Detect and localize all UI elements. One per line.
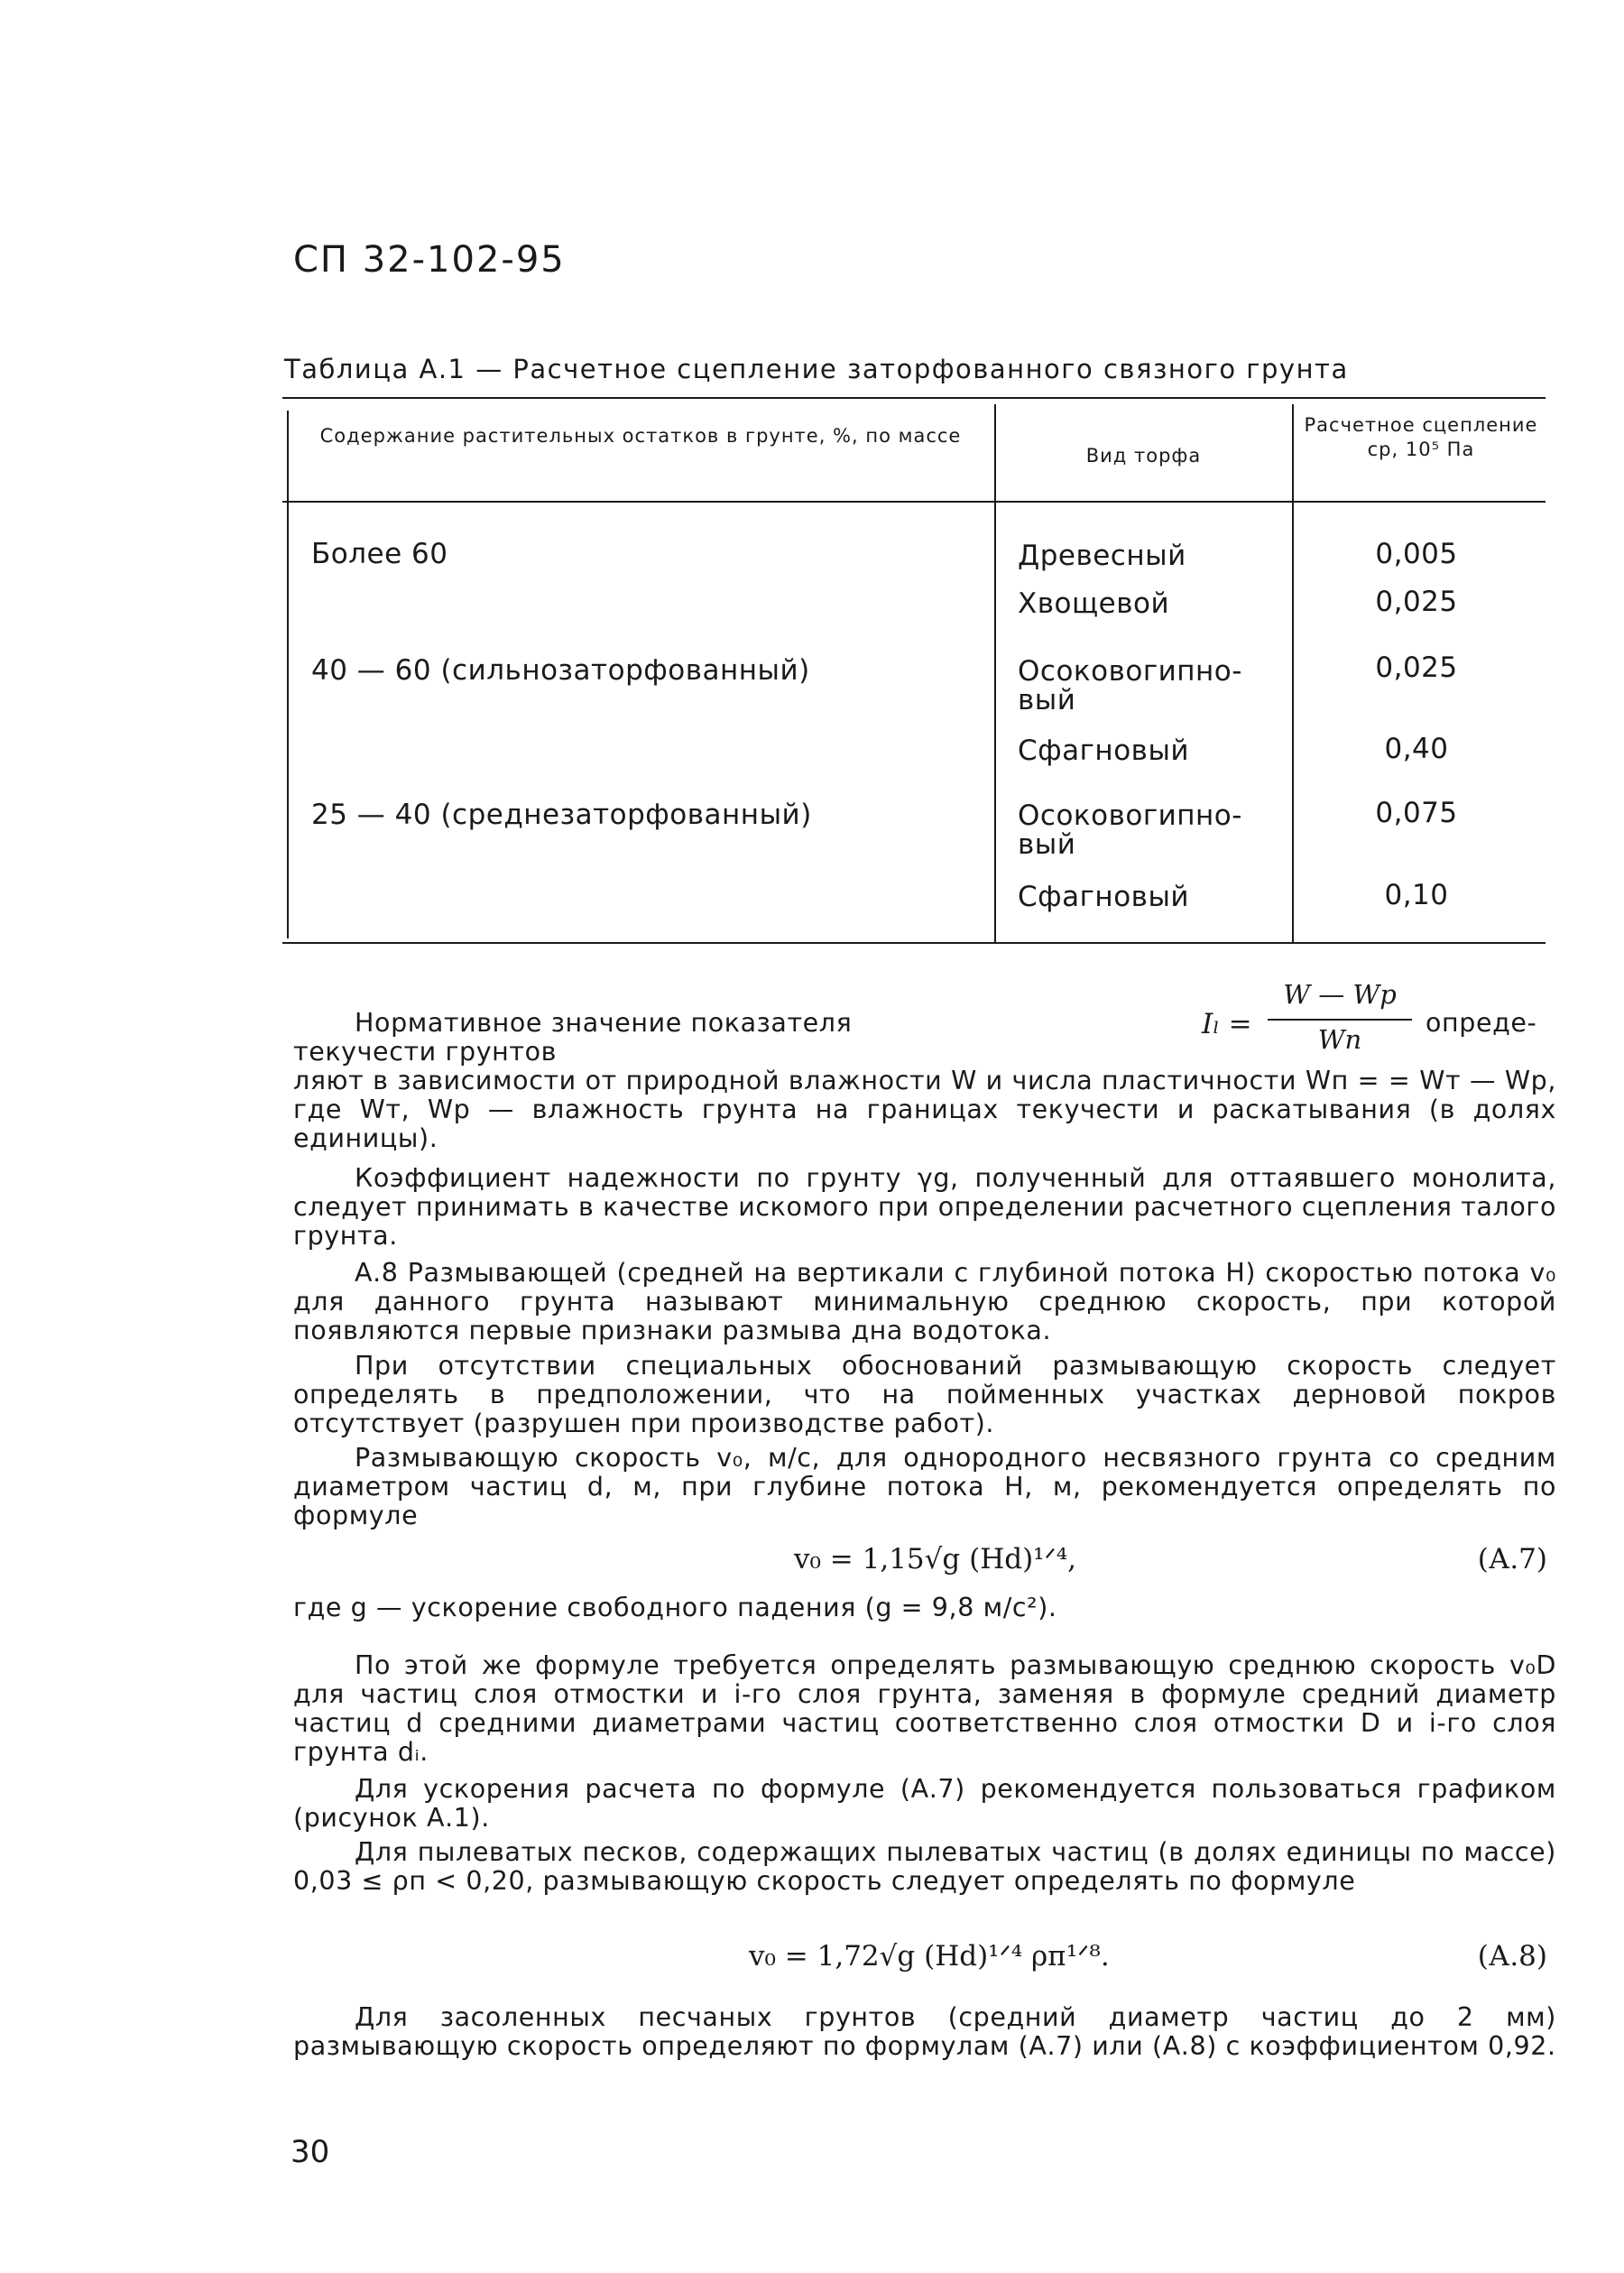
paragraph-no-justification: При отсутствии специальных обоснований размывающую скорость следует определять в предположении, что на пойменных участках дерновой покров отсутствует (разрушен при производстве работ). [293,1351,1556,1438]
row-value-4: 0,40 [1384,733,1449,765]
row-peat-4: Сфагновый [1018,735,1190,767]
document-code: СП 32-102-95 [293,239,566,281]
table-header-rule [282,501,1546,503]
paragraph-a8-definition: А.8 Размывающей (средней на вертикали с глубиной потока H) скоростью потока v₀ для данного грунта называют минимальную среднюю скорость, при которой появляются первые признаки размыва дна водотока. [293,1258,1556,1345]
row-value-6: 0,10 [1384,879,1449,911]
paragraph-saline-sands: Для засоленных песчаных грунтов (средний диаметр частиц до 2 мм) размывающую скорость определяют по формулам (А.7) или (А.8) с коэффициентом 0,92. [293,2002,1556,2061]
paragraph-liquidity-tail: опреде- [1426,1008,1537,1038]
row-value-5: 0,075 [1375,797,1458,829]
row-content-1: Более 60 [311,538,448,570]
row-peat-1: Древесный [1018,540,1186,572]
column-header-content: Содержание растительных остатков в грунте, %, по массе [319,425,962,447]
liquidity-index-symbol: Iₗ = [1202,1008,1252,1040]
table-col-divider-1 [994,404,996,943]
formula-a8: v₀ = 1,72√g (Hd)¹ᐟ⁴ ρп¹ᐟ⁸. [749,1940,1110,1973]
formula-a7-number: (А.7) [1477,1543,1547,1575]
table-top-rule [282,397,1546,399]
fraction-numerator: W — Wр [1283,979,1397,1010]
fraction-denominator: Wп [1317,1024,1362,1055]
formula-a7: v₀ = 1,15√g (Hd)¹ᐟ⁴, [794,1543,1076,1575]
paragraph-gravity-definition: где g — ускорение свободного падения (g = 9,8 м/с²). [293,1593,1057,1622]
row-peat-5: Осоковогипно-вый [1018,799,1242,861]
row-value-1: 0,005 [1375,538,1458,570]
liquidity-index-fraction [1268,979,1412,1060]
table-col-divider-2 [1292,404,1294,943]
row-value-2: 0,025 [1375,586,1458,618]
paragraph-silty-sands: Для пылеватых песков, содержащих пылеватых частиц (в долях единицы по массе) 0,03 ≤ ρп < 0,20, размывающую скорость следует определять по формуле [293,1837,1556,1896]
formula-a8-number: (А.8) [1477,1940,1547,1973]
column-header-peat-type: Вид торфа [1085,445,1202,467]
table-bottom-rule [282,942,1546,944]
row-content-3: 40 — 60 (сильнозаторфованный) [311,654,810,687]
paragraph-velocity-formula-intro: Размывающую скорость v₀, м/с, для однородного несвязного грунта со средним диаметром частиц d, м, при глубине потока H, м, рекомендуется определять по формуле [293,1443,1556,1530]
paragraph-graph-reference: Для ускорения расчета по формуле (А.7) рекомендуется пользоваться графиком (рисунок А.1). [293,1774,1556,1833]
column-header-cohesion: Расчетное сцепление cр, 10⁵ Па [1304,414,1538,460]
paragraph-same-formula: По этой же формуле требуется определять размывающую среднюю скорость v₀D для частиц слоя отмостки и i-го слоя грунта, заменяя в формуле средний диаметр частиц d средними диаметрами частиц соответственно слоя отмостки D и i-го слоя грунта dᵢ. [293,1650,1556,1767]
row-peat-6: Сфагновый [1018,881,1190,913]
page-number: 30 [291,2134,330,2170]
table-left-border [287,411,289,938]
row-peat-2: Хвощевой [1018,587,1170,620]
paragraph-liquidity-rest: ляют в зависимости от природной влажности W и числа пластичности Wп = = Wт — Wр, где Wт, Wр — влажность грунта на границах текучести и раскатывания (в долях единицы). [293,1066,1556,1153]
paragraph-liquidity-lead: Нормативное значение показателя текучести грунтов [293,1008,853,1067]
row-content-5: 25 — 40 (среднезаторфованный) [311,799,812,831]
paragraph-reliability-coefficient: Коэффициент надежности по грунту γg, полученный для оттаявшего монолита, следует принимать в качестве искомого при определении расчетного сцепления талого грунта. [293,1163,1556,1251]
row-peat-3: Осоковогипно-вый [1018,655,1242,716]
row-value-3: 0,025 [1375,651,1458,684]
fraction-bar [1268,1019,1412,1021]
table-caption: Таблица А.1 — Расчетное сцепление заторфованного связного грунта [284,354,1349,384]
